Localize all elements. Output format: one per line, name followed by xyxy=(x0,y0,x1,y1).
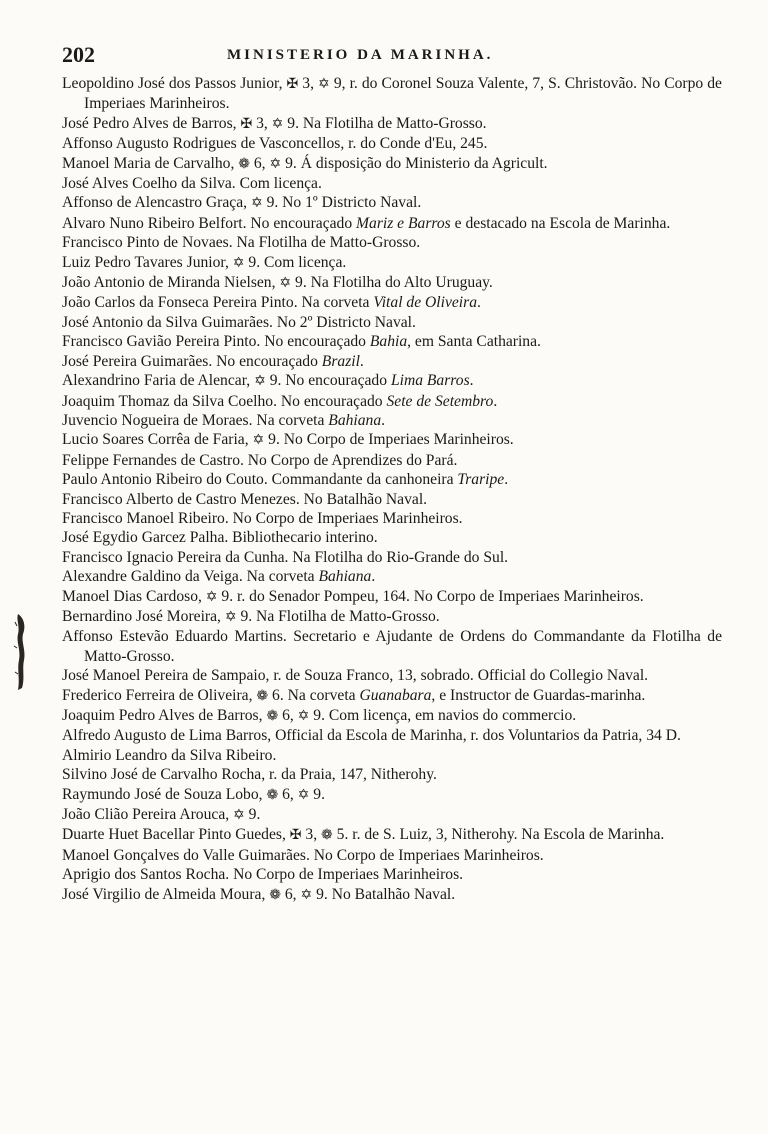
italic-text: Traripe xyxy=(457,471,505,489)
list-item xyxy=(62,74,722,114)
list-item xyxy=(62,686,722,706)
list-item xyxy=(62,548,722,567)
medal-icon: ❁ xyxy=(266,709,279,724)
entry-text: Lucio Soares Corrêa de Faria, xyxy=(62,431,253,449)
entry-text: João Antonio de Miranda Nielsen, xyxy=(62,274,280,292)
list-item xyxy=(62,587,722,607)
entry-text: José Alves Coelho da Silva. Com licença. xyxy=(62,175,322,193)
entry-text: 6, xyxy=(278,785,298,803)
medal-icon: ❁ xyxy=(256,688,269,704)
entry-text: 9. No 1º Districto Naval. xyxy=(262,194,422,212)
entry-text: Affonso Augusto Rodrigues de Vasconcellos, r. do Conde d'Eu, 245. xyxy=(62,135,488,153)
entry-text: Almirio Leandro da Silva Ribeiro. xyxy=(62,746,277,764)
entry-text: Frederico Ferreira de Oliveira, xyxy=(62,686,257,704)
list-item xyxy=(62,865,722,884)
list-item xyxy=(62,825,722,845)
italic-text: Mariz e Barros xyxy=(356,214,451,232)
entry-text: Alexandrino Faria de Alencar, xyxy=(62,372,255,390)
entry-text: 9. No encouraçado xyxy=(265,372,391,390)
star-icon: ✡ xyxy=(254,374,266,390)
list-item xyxy=(62,233,722,252)
list-item xyxy=(62,805,722,825)
entry-text: , em Santa Catharina. xyxy=(407,333,541,351)
list-item xyxy=(62,352,722,371)
list-item xyxy=(62,193,722,213)
list-item xyxy=(62,313,722,332)
entry-text: 9. Na Flotilha de Matto-Grosso. xyxy=(283,114,487,132)
entry-text: 9, r. do Coronel Souza Valente, 7, S. Christovão. No Corpo de Imperiaes Marinheiros. xyxy=(84,75,722,113)
medal-icon: ❁ xyxy=(266,787,279,803)
entry-text: Francisco Manoel Ribeiro. No Corpo de Imperiaes Marinheiros. xyxy=(62,509,463,527)
entry-text: Joaquim Pedro Alves de Barros, xyxy=(62,707,267,724)
list-item xyxy=(62,174,722,193)
italic-text: Guanabara xyxy=(359,686,432,704)
list-item xyxy=(62,706,722,726)
entry-text: 9. r. do Senador Pompeu, 164. No Corpo de Imperiaes Marinheiros. xyxy=(217,587,644,605)
medal-icon: ❁ xyxy=(321,828,333,844)
list-item xyxy=(62,746,722,765)
entry-text: Affonso Estevão Eduardo Martins. Secretario e Ajudante de Ordens do Commandante da Flotilha de Matto-Grosso. xyxy=(62,628,722,665)
list-item xyxy=(62,885,722,905)
entry-text: 3, xyxy=(252,114,272,132)
star-icon: ✡ xyxy=(233,808,245,824)
entry-text: e destacado na Escola de Marinha. xyxy=(450,214,671,232)
entry-text: Felippe Fernandes de Castro. No Corpo de Aprendizes do Pará. xyxy=(62,451,458,469)
running-head: MINISTERIO DA MARINHA. xyxy=(227,47,494,63)
entry-text: José Antonio da Silva Guimarães. No 2º Districto Naval. xyxy=(62,313,416,331)
entry-text: José Pereira Guimarães. No encouraçado xyxy=(62,352,322,370)
list-item xyxy=(62,509,722,528)
entry-text: . xyxy=(504,471,509,489)
italic-text: Vital de Oliveira xyxy=(373,294,478,312)
list-item xyxy=(62,785,722,805)
list-item xyxy=(62,154,722,174)
italic-text: Brazil xyxy=(321,352,360,370)
list-item xyxy=(62,567,722,586)
entry-text: 9. Na Flotilha de Matto-Grosso. xyxy=(236,607,440,625)
entry-text: Raymundo José de Souza Lobo, xyxy=(62,785,267,803)
entry-text: Duarte Huet Bacellar Pinto Guedes, xyxy=(62,826,290,844)
list-item xyxy=(62,627,722,666)
page-header xyxy=(62,42,712,68)
entry-text: José Manoel Pereira de Sampaio, r. de Souza Franco, 13, sobrado. Official do Collegio Naval. xyxy=(62,667,649,685)
entry-text: Francisco Pinto de Novaes. Na Flotilha de Matto-Grosso. xyxy=(62,234,421,252)
entry-text: Manoel Maria de Carvalho, xyxy=(62,154,239,172)
list-item xyxy=(62,214,722,233)
entry-text: 3, xyxy=(298,75,319,92)
entry-text: José Egydio Garcez Palha. Bibliothecario interino. xyxy=(62,529,378,547)
list-item xyxy=(62,846,722,865)
entry-text: 9. No Corpo de Imperiaes Marinheiros. xyxy=(264,431,514,449)
entry-text: 6. Na corveta xyxy=(268,686,360,704)
entry-text: 9. Com licença. xyxy=(244,253,347,271)
list-item xyxy=(62,490,722,509)
list-item xyxy=(62,607,722,627)
list-item xyxy=(62,332,722,351)
list-item xyxy=(62,392,722,411)
entry-text: Paulo Antonio Ribeiro do Couto. Commandante da canhoneira xyxy=(62,471,458,489)
italic-text: Sete de Setembro xyxy=(386,392,494,410)
entry-text: . xyxy=(359,352,364,370)
entry-text: . xyxy=(371,568,376,586)
entry-text: 9. xyxy=(244,806,261,824)
star-icon: ✡ xyxy=(318,77,330,92)
entry-text: Alfredo Augusto de Lima Barros, Official da Escola de Marinha, r. dos Voluntarios da Patria, 34 D. xyxy=(62,727,681,745)
entry-text: 9. No Batalhão Naval. xyxy=(312,885,456,903)
entry-text: 5. r. de S. Luiz, 3, Nitherohy. Na Escola de Marinha. xyxy=(332,826,665,844)
entry-text: . xyxy=(381,411,386,429)
star-icon: ✡ xyxy=(271,116,284,132)
entry-text: 3, xyxy=(301,826,322,844)
list-item xyxy=(62,765,722,784)
cross-icon: ✠ xyxy=(286,77,299,92)
margin-ink-mark-icon xyxy=(10,612,32,692)
entry-text: 9. Á disposição do Ministerio da Agricult. xyxy=(281,154,548,172)
cross-icon: ✠ xyxy=(289,828,302,844)
entry-text: João Carlos da Fonseca Pereira Pinto. Na corveta xyxy=(62,294,374,312)
entry-text: 6, xyxy=(249,154,270,172)
medal-icon: ❁ xyxy=(238,156,250,172)
list-item xyxy=(62,134,722,153)
italic-text: Lima Barros xyxy=(390,372,470,390)
italic-text: Bahiana xyxy=(328,411,382,429)
list-item xyxy=(62,451,722,470)
entry-text: 6, xyxy=(280,885,301,903)
entry-text: Alvaro Nuno Ribeiro Belfort. No encouraçado xyxy=(62,214,357,232)
star-icon: ✡ xyxy=(297,709,310,724)
list-item xyxy=(62,371,722,391)
star-icon: ✡ xyxy=(224,609,237,625)
list-item xyxy=(62,726,722,745)
entry-text: Bernardino José Moreira, xyxy=(62,607,225,625)
star-icon: ✡ xyxy=(269,156,282,172)
italic-text: Bahia xyxy=(369,333,408,351)
star-icon: ✡ xyxy=(300,887,313,903)
list-item xyxy=(62,666,722,685)
list-item xyxy=(62,430,722,450)
medal-icon: ❁ xyxy=(269,887,281,903)
list-item xyxy=(62,253,722,273)
entry-text: 9. xyxy=(309,785,325,803)
entry-text: Juvencio Nogueira de Moraes. Na corveta xyxy=(62,411,329,429)
list-item xyxy=(62,273,722,293)
entry-text: 9. Com licença, em navios do commercio. xyxy=(309,707,577,724)
entry-text: . xyxy=(477,294,481,312)
entry-text: Alexandre Galdino da Veiga. Na corveta xyxy=(62,568,319,586)
star-icon: ✡ xyxy=(205,589,218,605)
list-item xyxy=(62,411,722,430)
entry-text: Francisco Gavião Pereira Pinto. No encouraçado xyxy=(62,333,370,351)
entry-text: Leopoldino José dos Passos Junior, xyxy=(62,75,287,92)
list-item xyxy=(62,114,722,134)
star-icon: ✡ xyxy=(252,433,265,449)
entry-text: , e Instructor de Guardas-marinha. xyxy=(431,686,646,704)
star-icon: ✡ xyxy=(232,255,245,271)
entry-text: José Virgilio de Almeida Moura, xyxy=(62,885,270,903)
entry-text: Manoel Gonçalves do Valle Guimarães. No Corpo de Imperiaes Marinheiros. xyxy=(62,846,544,864)
officer-list xyxy=(62,74,722,905)
entry-text: José Pedro Alves de Barros, xyxy=(62,114,241,132)
italic-text: Bahiana xyxy=(318,568,372,586)
entry-text: . xyxy=(469,372,474,390)
star-icon: ✡ xyxy=(250,196,263,212)
entry-text: 6, xyxy=(278,707,298,724)
page-number: 202 xyxy=(62,42,95,67)
star-icon: ✡ xyxy=(297,787,310,803)
entry-text: João Clião Pereira Arouca, xyxy=(62,806,234,824)
entry-text: Francisco Alberto de Castro Menezes. No Batalhão Naval. xyxy=(62,490,428,508)
list-item xyxy=(62,528,722,547)
cross-icon: ✠ xyxy=(240,116,253,132)
entry-text: 9. Na Flotilha do Alto Uruguay. xyxy=(291,274,493,292)
list-item xyxy=(62,293,722,312)
entry-text: . xyxy=(493,392,498,410)
entry-text: Francisco Ignacio Pereira da Cunha. Na Flotilha do Rio-Grande do Sul. xyxy=(62,548,509,566)
entry-text: Manoel Dias Cardoso, xyxy=(62,587,206,605)
entry-text: Silvino José de Carvalho Rocha, r. da Praia, 147, Nitherohy. xyxy=(62,766,437,784)
entry-text: Luiz Pedro Tavares Junior, xyxy=(62,253,233,271)
list-item xyxy=(62,470,722,489)
star-icon: ✡ xyxy=(279,276,292,292)
entry-text: Aprigio dos Santos Rocha. No Corpo de Imperiaes Marinheiros. xyxy=(62,866,464,884)
entry-text: Affonso de Alencastro Graça, xyxy=(62,194,251,212)
entry-text: Joaquim Thomaz da Silva Coelho. No encouraçado xyxy=(62,392,387,410)
